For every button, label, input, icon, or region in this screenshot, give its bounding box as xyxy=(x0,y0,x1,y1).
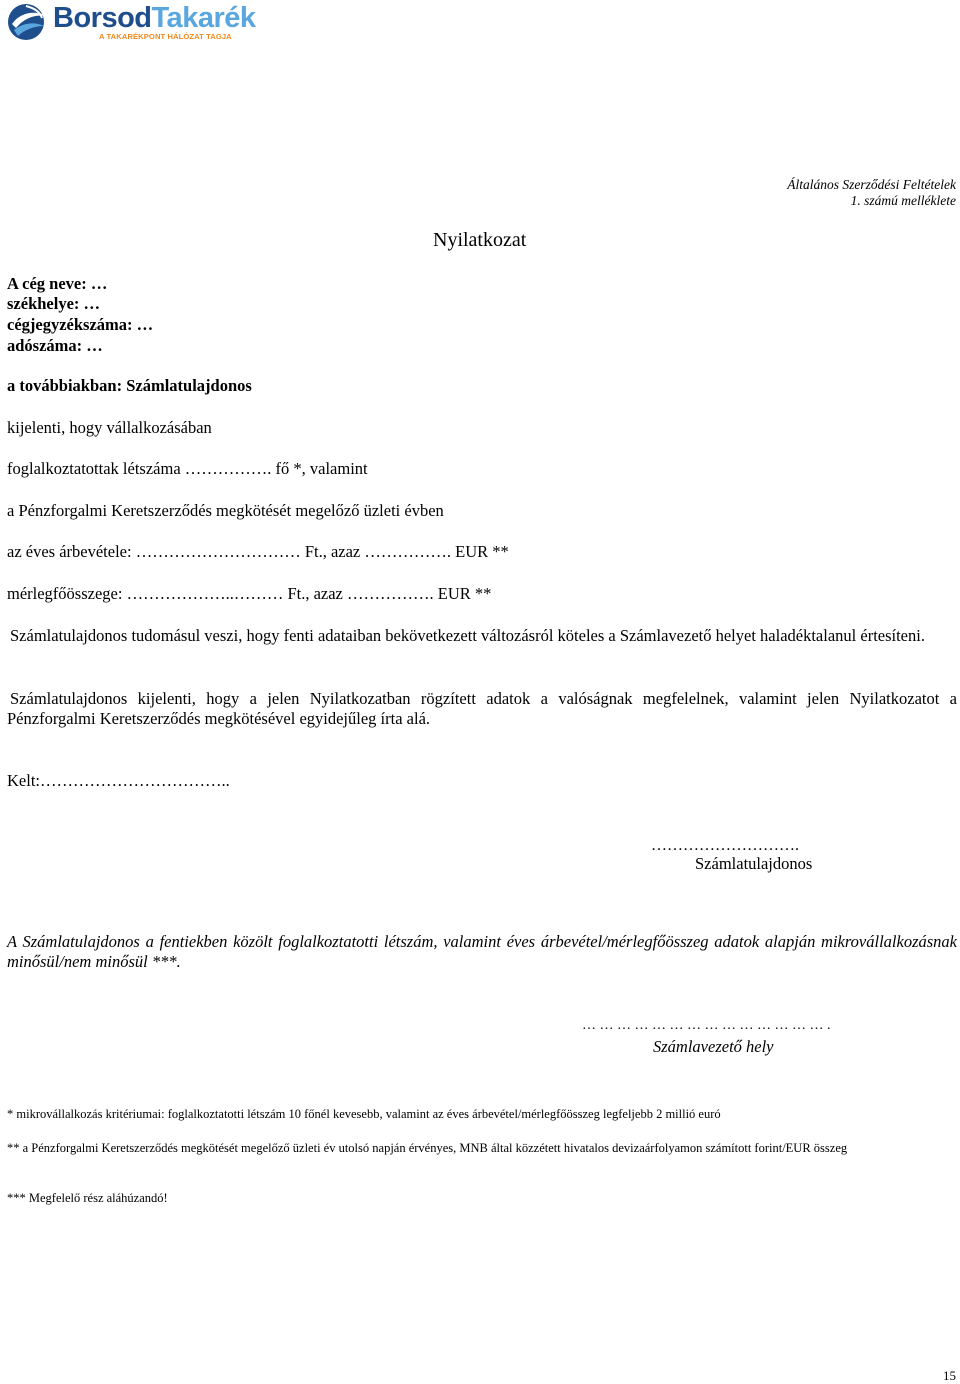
balance-sheet-line: mérlegfőösszege: ………………..……… Ft., azaz ……………. EUR ** xyxy=(7,584,492,603)
micro-enterprise-paragraph: A Számlatulajdonos a fentiekben közölt foglalkoztatotti létszám, valamint éves árbevétel/mérlegfőösszeg adatok alapján mikrovállalkozásnak minősül/nem minősül ***. xyxy=(7,932,957,971)
logo-brand-text xyxy=(53,2,256,34)
account-manager-signature-dots: … … … … … … … … … … … … … … . xyxy=(582,1018,831,1033)
footnote-exchange-rate: ** a Pénzforgalmi Keretszerződés megkötését megelőző üzleti év utolsó napján érvényes, MNB által közzétett hivatalos devizaárfolyamon számított forint/EUR összeg xyxy=(7,1141,848,1155)
logo-swirl-icon xyxy=(6,2,50,42)
employees-line: foglalkoztatottak létszáma ……………. fő *, valamint xyxy=(7,459,368,478)
dated-line: Kelt:…………………………….. xyxy=(7,771,230,790)
footnote-underline-instruction: *** Megfelelő rész aláhúzandó! xyxy=(7,1191,168,1205)
logo-brand-part2: Takarék xyxy=(151,2,256,34)
header-annex-number: 1. számú melléklete xyxy=(850,193,956,208)
account-holder-signature-dots: ………………………. xyxy=(651,837,799,854)
account-manager-signature-label: Számlavezető hely xyxy=(653,1037,774,1056)
account-holder-signature-label: Számlatulajdonos xyxy=(695,854,813,873)
company-name-line: A cég neve: … xyxy=(7,274,108,293)
page-title: Nyilatkozat xyxy=(433,229,527,251)
prior-year-line: a Pénzforgalmi Keretszerződés megkötését megelőző üzleti évben xyxy=(7,501,444,520)
logo-brand-part1: Borsod xyxy=(53,2,152,34)
company-seat-line: székhelye: … xyxy=(7,294,101,313)
borsod-takarek-logo xyxy=(6,2,256,42)
revenue-line: az éves árbevétele: ………………………… Ft., azaz ……………. EUR ** xyxy=(7,542,509,561)
company-reg-number-line: cégjegyzékszáma: … xyxy=(7,315,154,334)
hereinafter-line: a továbbiakban: Számlatulajdonos xyxy=(7,376,252,395)
page-number: 15 xyxy=(943,1368,956,1383)
declaration-paragraph: Számlatulajdonos kijelenti, hogy a jelen Nyilatkozatban rögzített adatok a valóságnak megfelelnek, valamint jelen Nyilatkozatot a Pénzforgalmi Keretszerződés megkötésével egyidejűleg írta alá. xyxy=(7,689,957,728)
footnote-micro-enterprise-criteria: * mikrovállalkozás kritériumai: foglalkoztatotti létszám 10 főnél kevesebb, valamint az éves árbevétel/mérlegfőösszeg legfeljebb 2 millió euró xyxy=(7,1107,721,1121)
declares-line: kijelenti, hogy vállalkozásában xyxy=(7,418,212,437)
header-document-name: Általános Szerződési Feltételek xyxy=(787,177,956,192)
company-tax-number-line: adószáma: … xyxy=(7,336,103,355)
notification-paragraph: Számlatulajdonos tudomásul veszi, hogy fenti adataiban bekövetkezett változásról köteles a Számlavezető helyet haladéktalanul értesíteni. xyxy=(10,626,925,645)
logo-tagline: A TAKARÉKPONT HÁLÓZAT TAGJA xyxy=(99,32,232,41)
